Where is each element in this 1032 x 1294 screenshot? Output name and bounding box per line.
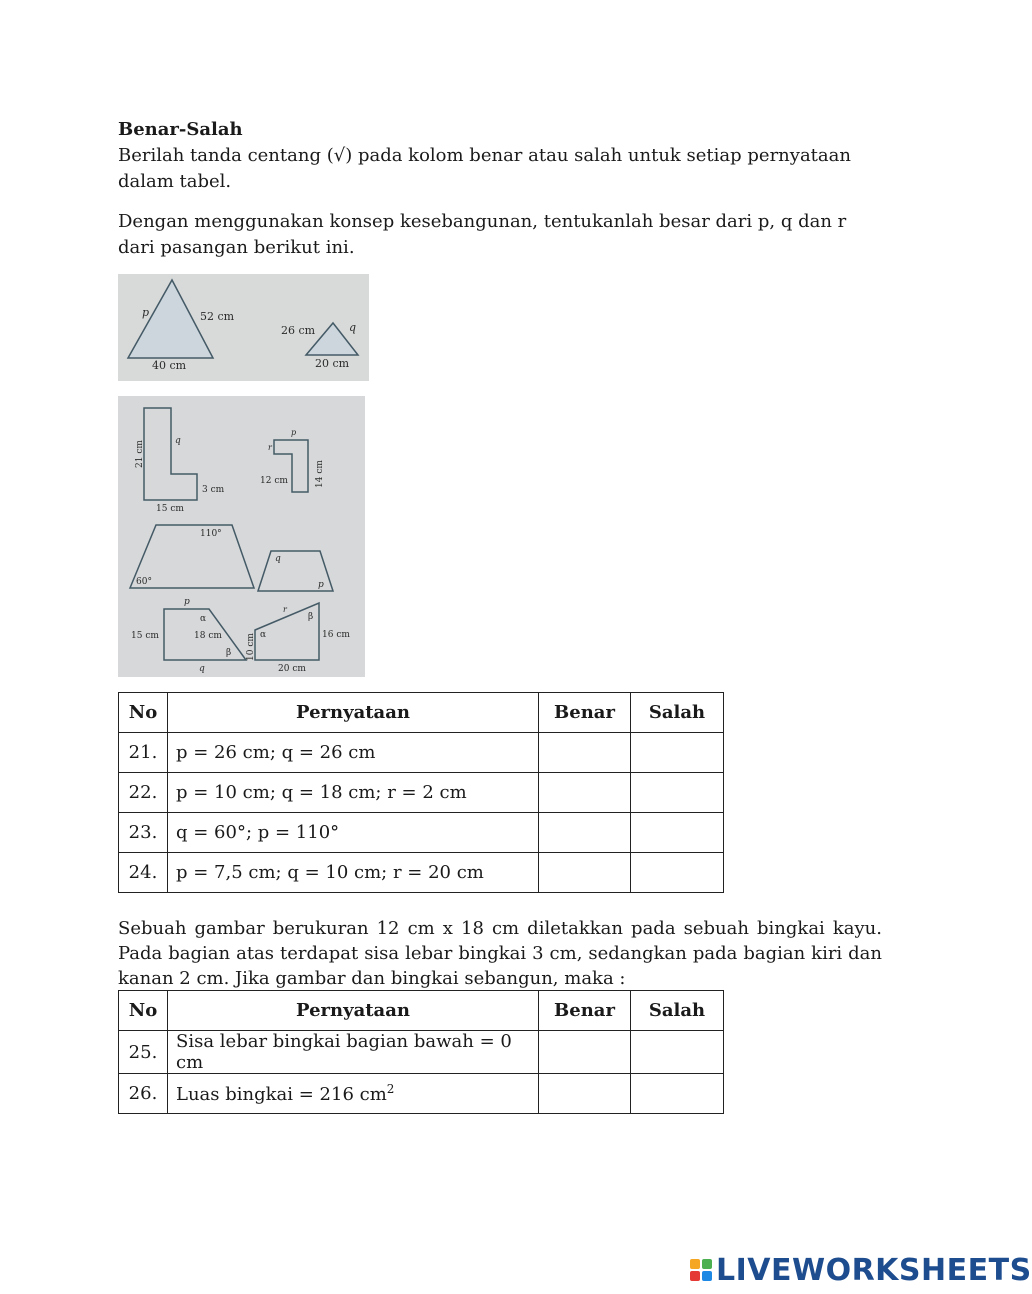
instruction-text: Berilah tanda centang (√) pada kolom benar atau salah untuk setiap pernyataan dalam tabel. bbox=[118, 145, 851, 192]
small-l-left-label: r bbox=[268, 443, 272, 452]
shapes-figure bbox=[118, 396, 365, 677]
row-number: 23. bbox=[119, 813, 168, 853]
big-left-label: p bbox=[142, 306, 150, 319]
header-true: Benar bbox=[539, 693, 631, 733]
header-no: No bbox=[119, 693, 168, 733]
logo-text: LIVEWORKSHEETS bbox=[716, 1252, 1032, 1288]
row-number: 22. bbox=[119, 773, 168, 813]
statement-table-1 bbox=[118, 692, 724, 893]
trap-top-angle: 110° bbox=[200, 529, 222, 539]
small-trap-right-label: p bbox=[318, 580, 324, 590]
false-checkbox-cell[interactable] bbox=[631, 733, 724, 773]
true-checkbox-cell[interactable] bbox=[539, 733, 631, 773]
tri-height-label: 10 cm bbox=[246, 633, 256, 661]
tri-alpha-label: α bbox=[260, 630, 267, 640]
false-checkbox-cell[interactable] bbox=[631, 1074, 724, 1114]
header-statement: Pernyataan bbox=[168, 991, 539, 1031]
statement-table-2 bbox=[118, 990, 724, 1114]
tri-base-label: 20 cm bbox=[278, 664, 306, 674]
row-statement-text: Luas bingkai = 216 cm bbox=[176, 1084, 387, 1105]
header-no: No bbox=[119, 991, 168, 1031]
logo-mark-icon bbox=[690, 1259, 712, 1281]
false-checkbox-cell[interactable] bbox=[631, 813, 724, 853]
false-checkbox-cell[interactable] bbox=[631, 773, 724, 813]
row-statement bbox=[168, 1074, 539, 1114]
row-statement: p = 7,5 cm; q = 10 cm; r = 20 cm bbox=[168, 853, 539, 893]
true-checkbox-cell[interactable] bbox=[539, 813, 631, 853]
row-statement: Sisa lebar bingkai bagian bawah = 0 cm bbox=[168, 1031, 539, 1074]
big-l-height-label: 21 cm bbox=[135, 440, 145, 468]
false-checkbox-cell[interactable] bbox=[631, 1031, 724, 1074]
prompt-text: Dengan menggunakan konsep kesebangunan, tentukanlah besar dari p, q dan r dari pasangan berikut ini. bbox=[118, 211, 847, 258]
table-row bbox=[119, 1074, 724, 1114]
small-trap-top-label: q bbox=[275, 554, 281, 564]
tri-right-label: 16 cm bbox=[322, 630, 350, 640]
row-number: 26. bbox=[119, 1074, 168, 1114]
row-statement: p = 10 cm; q = 18 cm; r = 2 cm bbox=[168, 773, 539, 813]
problem2-text: Sebuah gambar berukuran 12 cm x 18 cm diletakkan pada sebuah bingkai kayu. Pada bagian atas terdapat sisa lebar bingkai 3 cm, sedangkan pada bagian kiri dan kanan 2 cm. Jika gambar dan bingkai sebangun, maka : bbox=[118, 918, 882, 989]
table-header bbox=[119, 991, 724, 1031]
row-statement-sup: 2 bbox=[386, 1082, 395, 1096]
table-header bbox=[119, 693, 724, 733]
big-right-label: 52 cm bbox=[200, 310, 235, 323]
table-row bbox=[119, 813, 724, 853]
section-title: Benar-Salah bbox=[118, 119, 243, 140]
true-checkbox-cell[interactable] bbox=[539, 1031, 631, 1074]
quad-diag-label: 18 cm bbox=[194, 631, 222, 641]
quad-bottom-label: q bbox=[199, 664, 205, 674]
tri-beta-label: β bbox=[308, 612, 314, 622]
true-checkbox-cell[interactable] bbox=[539, 1074, 631, 1114]
big-l-base-label: 15 cm bbox=[156, 504, 184, 514]
big-l-top-label: q bbox=[175, 436, 181, 446]
quad-top-label: p bbox=[184, 597, 190, 607]
row-statement: q = 60°; p = 110° bbox=[168, 813, 539, 853]
false-checkbox-cell[interactable] bbox=[631, 853, 724, 893]
table-row bbox=[119, 773, 724, 813]
quad-alpha-label: α bbox=[200, 614, 207, 624]
quad-left-label: 15 cm bbox=[131, 631, 159, 641]
row-number: 25. bbox=[119, 1031, 168, 1074]
big-l-shape bbox=[144, 408, 197, 500]
small-left-label: 26 cm bbox=[281, 324, 316, 337]
liveworksheets-logo bbox=[690, 1253, 1032, 1287]
table-row bbox=[119, 733, 724, 773]
big-l-step-label: 3 cm bbox=[202, 485, 225, 495]
header-true: Benar bbox=[539, 991, 631, 1031]
small-l-side-label: 14 cm bbox=[315, 460, 325, 488]
true-checkbox-cell[interactable] bbox=[539, 773, 631, 813]
table-row bbox=[119, 853, 724, 893]
triangles-figure bbox=[118, 274, 369, 381]
row-statement: p = 26 cm; q = 26 cm bbox=[168, 733, 539, 773]
header-false: Salah bbox=[631, 693, 724, 733]
small-l-top-label: p bbox=[291, 428, 297, 437]
small-base-label: 20 cm bbox=[315, 357, 350, 370]
true-checkbox-cell[interactable] bbox=[539, 853, 631, 893]
header-statement: Pernyataan bbox=[168, 693, 539, 733]
header-false: Salah bbox=[631, 991, 724, 1031]
row-number: 24. bbox=[119, 853, 168, 893]
trap-bottom-angle: 60° bbox=[136, 577, 152, 587]
big-base-label: 40 cm bbox=[152, 359, 187, 372]
tri-top-label: r bbox=[283, 605, 287, 614]
row-number: 21. bbox=[119, 733, 168, 773]
table-row bbox=[119, 1031, 724, 1074]
small-l-height-label: 12 cm bbox=[260, 476, 288, 486]
quad-beta-label: β bbox=[226, 648, 232, 658]
small-right-label: q bbox=[349, 321, 357, 334]
